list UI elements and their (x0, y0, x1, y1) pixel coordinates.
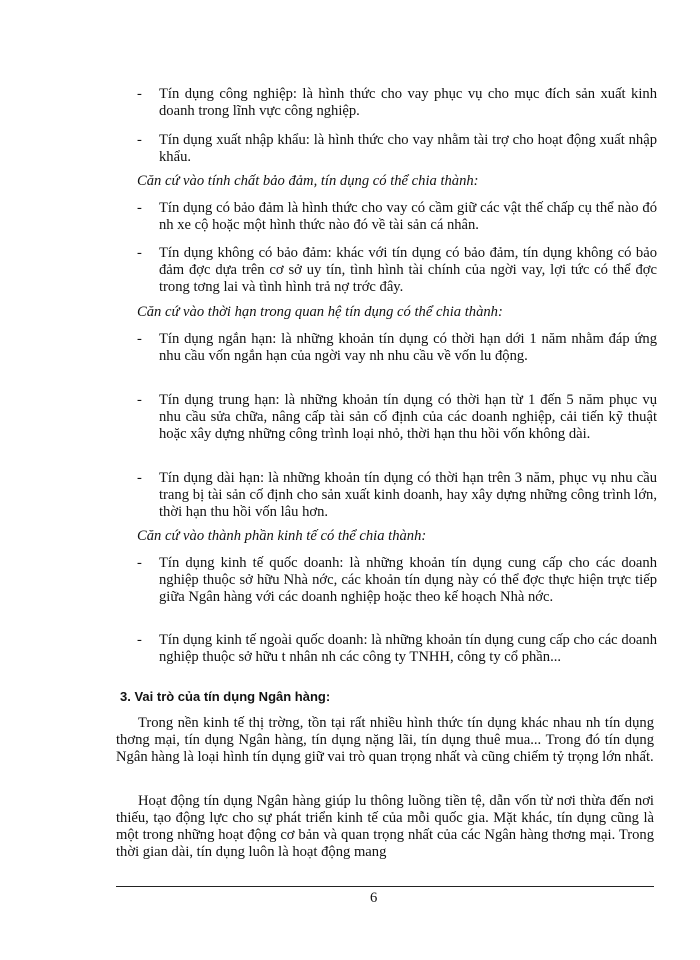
bullet-item (137, 392, 657, 443)
subheading: Căn cứ vào tính chất bảo đảm, tín dụng có thể chia thành: (137, 173, 479, 189)
bullet-item (137, 86, 657, 120)
bullet-text: Tín dụng kinh tế ngoài quốc doanh: là những khoản tín dụng cung cấp cho các doanh nghiệp thuộc sở hữu t nhân nh các công ty TNHH, công ty cổ phần... (159, 632, 657, 665)
bullet-dash: - (137, 555, 142, 571)
bullet-item (137, 331, 657, 365)
subheading: Căn cứ vào thời hạn trong quan hệ tín dụng có thể chia thành: (137, 304, 503, 320)
subheading: Căn cứ vào thành phần kinh tế có thể chia thành: (137, 528, 427, 544)
bullet-text: Tín dụng xuất nhập khẩu: là hình thức cho vay nhằm tài trợ cho hoạt động xuất nhập khẩu. (159, 132, 657, 165)
bullet-item (137, 245, 657, 296)
bullet-dash: - (137, 200, 142, 216)
bullet-dash: - (137, 470, 142, 486)
bullet-text: Tín dụng không có bảo đảm: khác với tín dụng có bảo đảm, tín dụng không có bảo đảm đợc dựa trên cơ sở uy tín, tình hình tài chính của ngời vay, lợi tức có thể đợc trong tơng lai và tình hình trả nợ trớc đây. (159, 245, 657, 295)
bullet-item (137, 132, 657, 166)
paragraph: Trong nền kinh tế thị trờng, tồn tại rất nhiều hình thức tín dụng khác nhau nh tín dụng thơng mại, tín dụng Ngân hàng, tín dụng nặng lãi, tín dụng thuê mua... Trong đó tín dụng Ngân hàng là loại hình tín dụng giữ vai trò quan trọng nhất và cũng chiếm tỷ trọng lớn nhất. (116, 715, 654, 765)
bullet-dash: - (137, 245, 142, 261)
paragraph: Hoạt động tín dụng Ngân hàng giúp lu thông luồng tiền tệ, dẫn vốn từ nơi thừa đến nơi thiếu, tạo động lực cho sự phát triển kinh tế của mỗi quốc gia. Mặt khác, tín dụng cũng là một trong những hoạt động cơ bản và quan trọng nhất của các Ngân hàng thơng mại. Trong thời gian dài, tín dụng luôn là hoạt động mang (116, 793, 654, 860)
bullet-dash: - (137, 392, 142, 408)
page-number: 6 (370, 890, 378, 906)
bullet-text: Tín dụng công nghiệp: là hình thức cho vay phục vụ cho mục đích sản xuất kinh doanh trong lĩnh vực công nghiệp. (159, 86, 657, 119)
bullet-item (137, 470, 657, 521)
bullet-item (137, 200, 657, 234)
footer-rule (116, 886, 654, 887)
bullet-text: Tín dụng trung hạn: là những khoản tín dụng có thời hạn từ 1 đến 5 năm phục vụ nhu cầu sửa chữa, nâng cấp tài sản cố định của các doanh nghiệp, cải tiến kỹ thuật hoặc xây dựng những công trình loại nhỏ, thời hạn thu hồi vốn không dài. (159, 392, 657, 442)
bullet-text: Tín dụng dài hạn: là những khoản tín dụng có thời hạn trên 3 năm, phục vụ nhu cầu trang bị tài sản cố định cho sản xuất kinh doanh, hay xây dựng những công trình lớn, thời hạn thu hồi vốn lâu hơn. (159, 470, 657, 520)
bullet-dash: - (137, 331, 142, 347)
bullet-item (137, 632, 657, 666)
bullet-text: Tín dụng ngắn hạn: là những khoản tín dụng có thời hạn dới 1 năm nhằm đáp ứng nhu cầu vốn ngắn hạn của ngời vay nh nhu cầu về vốn lu động. (159, 331, 657, 364)
bullet-text: Tín dụng có bảo đảm là hình thức cho vay có cầm giữ các vật thế chấp cụ thể nào đó nh xe cộ hoặc một hình thức nào đó về tài sản cá nhân. (159, 200, 657, 233)
bullet-dash: - (137, 632, 142, 648)
bullet-dash: - (137, 132, 142, 148)
bullet-dash: - (137, 86, 142, 102)
bullet-text: Tín dụng kinh tế quốc doanh: là những khoản tín dụng cung cấp cho các doanh nghiệp thuộc sở hữu Nhà nớc, các khoản tín dụng này có thể đợc thực hiện trực tiếp giữa Ngân hàng với các doanh nghiệp hoặc theo kế hoạch Nhà nớc. (159, 555, 657, 605)
bullet-item (137, 555, 657, 606)
section-heading: 3. Vai trò của tín dụng Ngân hàng: (120, 689, 331, 704)
